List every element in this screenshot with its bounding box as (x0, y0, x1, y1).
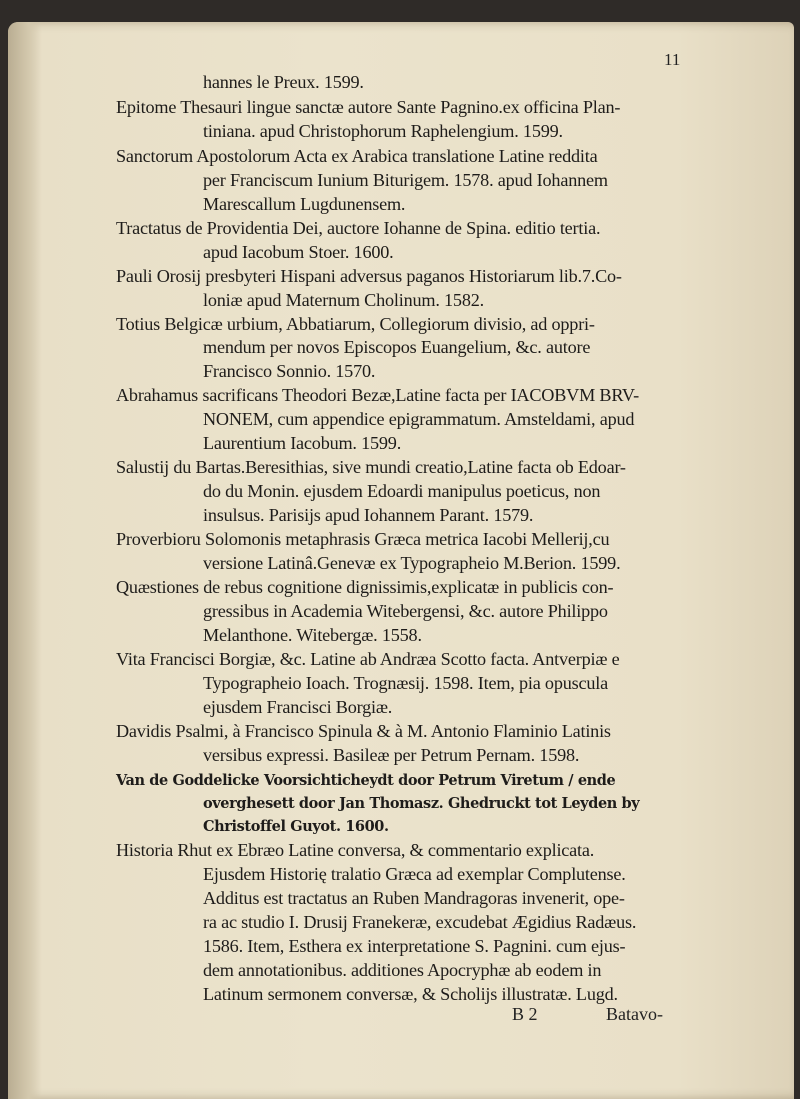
text-line: Totius Belgicæ urbium, Abbatiarum, Collegiorum divisio, ad oppri- (116, 314, 595, 334)
text-line: NONEM, cum appendice epigrammatum. Amsteldami, apud (203, 409, 635, 429)
text-line: Quæstiones de rebus cognitione dignissimis,explicatæ in publicis con- (116, 577, 614, 597)
blackletter-line: overghesett door Jan Thomasz. Ghedruckt tot Leyden by (203, 795, 640, 812)
text-line: Historia Rhut ex Ebræo Latine conversa, & commentario explicata. (116, 840, 595, 860)
text-line: Laurentium Iacobum. 1599. (203, 433, 402, 453)
blackletter-line: Van de Goddelicke Voorsichticheydt door Petrum Viretum / ende (116, 772, 616, 789)
text-line: insulsus. Parisijs apud Iohannem Parant. 1579. (203, 505, 534, 525)
blackletter-line: Christoffel Guyot. 1600. (203, 818, 389, 835)
text-line: Ejusdem Historię tralatio Græca ad exemplar Complutense. (203, 864, 626, 884)
text-line: dem annotationibus. additiones Apocryphæ ab eodem in (203, 960, 602, 980)
text-line: Additus est tractatus an Ruben Mandragoras invenerit, ope- (203, 888, 625, 908)
text-line: Abrahamus sacrificans Theodori Bezæ,Latine facta per IACOBVM BRV- (116, 385, 639, 405)
text-line: Vita Francisci Borgiæ, &c. Latine ab Andræa Scotto facta. Antverpiæ e (116, 649, 620, 669)
text-line: Melanthone. Witebergæ. 1558. (203, 625, 422, 645)
text-line: Sanctorum Apostolorum Acta ex Arabica translatione Latine reddita (116, 146, 598, 166)
text-line: ejusdem Francisci Borgiæ. (203, 697, 393, 717)
text-line: Marescallum Lugdunensem. (203, 194, 406, 214)
page-number: 11 (664, 50, 681, 69)
text-line: Davidis Psalmi, à Francisco Spinula & à M. Antonio Flaminio Latinis (116, 721, 611, 741)
text-line: loniæ apud Maternum Cholinum. 1582. (203, 290, 484, 310)
text-line: Tractatus de Providentia Dei, auctore Iohanne de Spina. editio tertia. (116, 218, 601, 238)
text-line: Proverbioru Solomonis metaphrasis Græca metrica Iacobi Mellerij,cu (116, 529, 610, 549)
text-line: ra ac studio I. Drusij Franekeræ, excudebat Ægidius Radæus. (203, 912, 637, 932)
text-line: apud Iacobum Stoer. 1600. (203, 242, 394, 262)
text-line: Typographeio Ioach. Trognæsij. 1598. Item, pia opuscula (203, 673, 608, 693)
text-line: do du Monin. ejusdem Edoardi manipulus poeticus, non (203, 481, 601, 501)
text-line: per Franciscum Iunium Biturigem. 1578. apud Iohannem (203, 170, 608, 190)
text-line: Salustij du Bartas.Beresithias, sive mundi creatio,Latine facta ob Edoar- (116, 457, 626, 477)
text-line: Pauli Orosij presbyteri Hispani adversus paganos Historiarum lib.7.Co- (116, 266, 622, 286)
signature-mark: B 2 (512, 1004, 538, 1024)
text-line: versibus expressi. Basileæ per Petrum Pernam. 1598. (203, 745, 580, 765)
text-line: 1586. Item, Esthera ex interpretatione S. Pagnini. cum ejus- (203, 936, 626, 956)
text-line: hannes le Preux. 1599. (203, 72, 364, 92)
text-line: Latinum sermonem conversæ, & Scholijs illustratæ. Lugd. (203, 984, 618, 1004)
text-line: tiniana. apud Christophorum Raphelengium. 1599. (203, 121, 563, 141)
text-line: mendum per novos Episcopos Euangelium, &c. autore (203, 337, 591, 357)
text-line: Francisco Sonnio. 1570. (203, 361, 376, 381)
text-line: versione Latinâ.Genevæ ex Typographeio M.Berion. 1599. (203, 553, 621, 573)
text-line: gressibus in Academia Witebergensi, &c. autore Philippo (203, 601, 608, 621)
catchword: Batavo- (606, 1004, 663, 1024)
text-line: Epitome Thesauri lingue sanctæ autore Sante Pagnino.ex officina Plan- (116, 97, 621, 117)
